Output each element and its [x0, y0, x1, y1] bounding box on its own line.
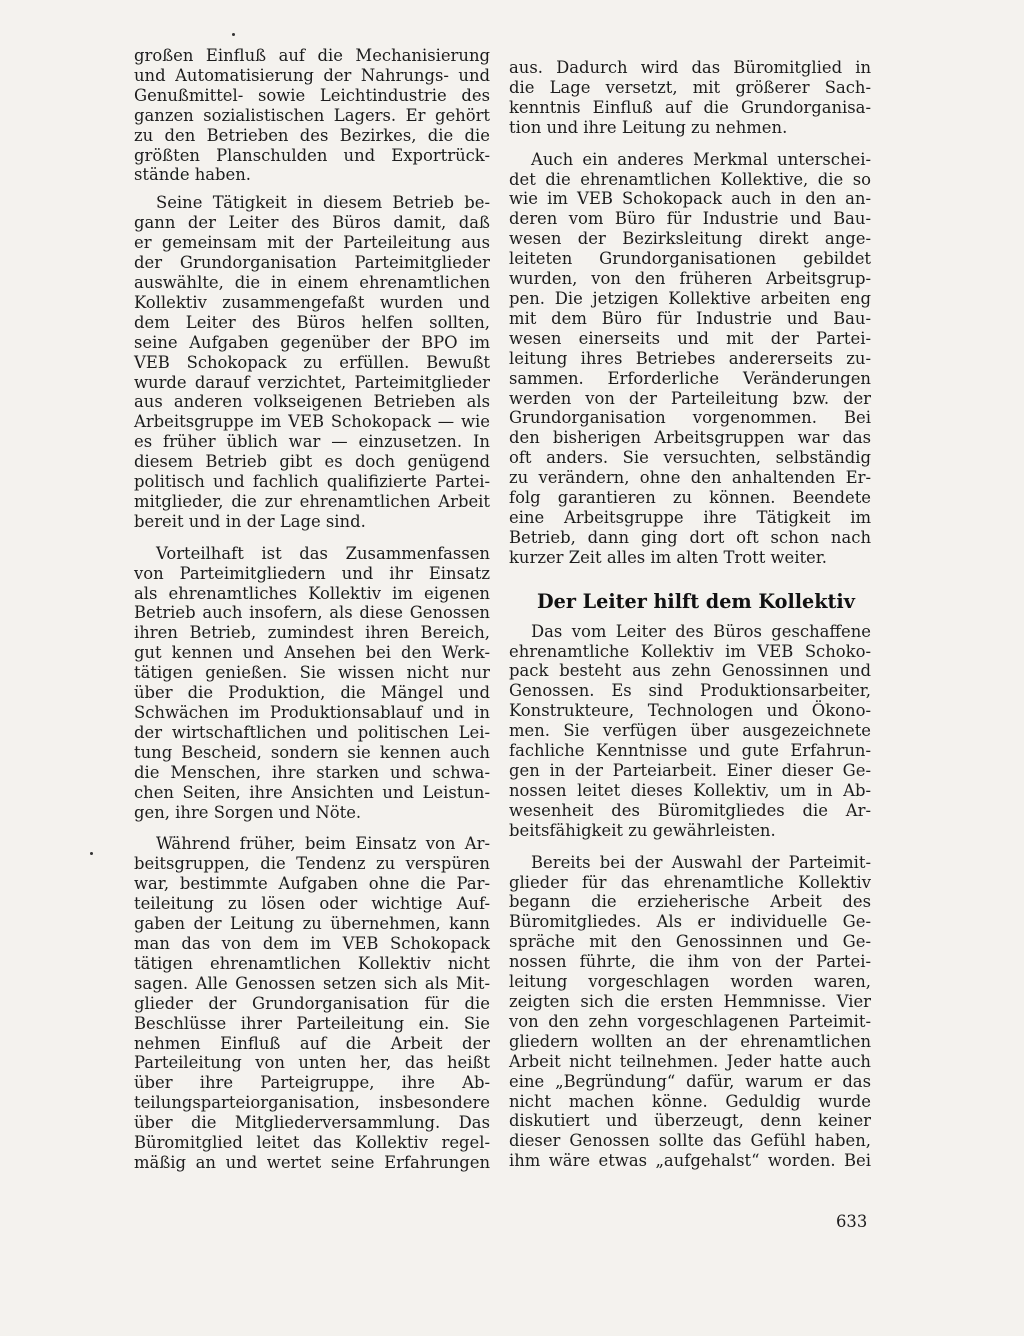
- text-line: oft anders. Sie versuchten, selbständig: [509, 448, 871, 468]
- text-line: gen, ihre Sorgen und Nöte.: [134, 802, 362, 822]
- text-line: men. Sie verfügen über ausgezeichnete: [509, 721, 871, 741]
- text-line: Büromitgliedes. Als er individuelle Ge-: [509, 912, 871, 932]
- text-line: Arbeitsgruppe im VEB Schokopack — wie: [134, 412, 490, 432]
- text-line: politisch und fachlich qualifizierte Partei-: [134, 472, 490, 492]
- text-line: wurden, von den früheren Arbeitsgrup-: [509, 269, 871, 289]
- text-line: nossen leitet dieses Kollektiv, um in Ab-: [509, 780, 871, 800]
- text-line: ganzen sozialistischen Lagers. Er gehört: [134, 105, 490, 125]
- text-line: kenntnis Einfluß auf die Grundorganisa-: [509, 97, 871, 117]
- text-line: die Lage versetzt, mit größerer Sach-: [509, 77, 871, 97]
- text-line: über die Mitgliederversammlung. Das: [134, 1113, 490, 1133]
- text-line: werden von der Parteileitung bzw. der: [509, 388, 871, 408]
- text-line: aus. Dadurch wird das Büromitglied in: [509, 58, 871, 77]
- text-line: diskutiert und überzeugt, denn keiner: [509, 1111, 871, 1131]
- scan-speck: [232, 33, 235, 36]
- text-line: man das von dem im VEB Schokopack: [134, 933, 490, 953]
- text-line: deren vom Büro für Industrie und Bau-: [509, 209, 871, 229]
- text-line: gut kennen und Ansehen bei den Werk-: [134, 643, 490, 663]
- text-line: wie im VEB Schokopack auch in den an-: [509, 189, 871, 209]
- text-line: Grundorganisation vorgenommen. Bei: [509, 408, 871, 428]
- text-line: zu verändern, ohne den anhaltenden Er-: [509, 468, 871, 488]
- text-line: tung Bescheid, sondern sie kennen auch: [134, 742, 490, 762]
- text-line: wesen der Bezirksleitung direkt ange-: [509, 229, 871, 249]
- text-line: dem Leiter des Büros helfen sollten,: [134, 312, 490, 332]
- text-line: seine Aufgaben gegenüber der BPO im: [134, 332, 490, 352]
- text-line: sagen. Alle Genossen setzen sich als Mit-: [134, 973, 490, 993]
- text-line: dieser Genossen sollte das Gefühl haben,: [509, 1131, 871, 1151]
- text-line: sammen. Erforderliche Veränderungen: [509, 368, 871, 388]
- text-line: pack besteht aus zehn Genossinnen und: [509, 661, 871, 681]
- text-line: pen. Die jetzigen Kollektive arbeiten eng: [509, 288, 871, 308]
- text-line: Genossen. Es sind Produktionsarbeiter,: [509, 681, 871, 701]
- text-line: auswählte, die in einem ehrenamtlichen: [134, 272, 490, 292]
- text-line: Auch ein anderes Merkmal unterschei-: [531, 149, 871, 169]
- text-line: nicht machen könne. Geduldig wurde: [509, 1091, 871, 1111]
- text-line: Arbeit nicht teilnehmen. Jeder hatte auch: [509, 1051, 871, 1071]
- text-line: Bereits bei der Auswahl der Parteimit-: [531, 852, 871, 872]
- text-line: glieder für das ehrenamtliche Kollektiv: [509, 872, 871, 892]
- text-line: Das vom Leiter des Büros geschaffene: [531, 621, 871, 641]
- paragraph: [134, 193, 490, 531]
- text-line: teilungsparteiorganisation, insbesondere: [134, 1093, 490, 1113]
- text-line: chen Seiten, ihre Ansichten und Leistun-: [134, 782, 490, 802]
- text-line: als ehrenamtliches Kollektiv im eigenen: [134, 583, 490, 603]
- text-line: beitsfähigkeit zu gewährleisten.: [509, 820, 776, 840]
- text-line: tätigen ehrenamtlichen Kollektiv nicht: [134, 953, 490, 973]
- text-line: der Grundorganisation Parteimitglieder: [134, 253, 490, 273]
- text-line: größten Planschulden und Exportrück-: [134, 145, 490, 165]
- text-line: Während früher, beim Einsatz von Ar-: [156, 834, 490, 854]
- text-line: nehmen Einfluß auf die Arbeit der: [134, 1033, 490, 1053]
- text-line: Schwächen im Produktionsablauf und in: [134, 703, 490, 722]
- text-line: tätigen genießen. Sie wissen nicht nur: [134, 663, 490, 683]
- text-line: der wirtschaftlichen und politischen Lei-: [134, 722, 490, 742]
- text-line: Kollektiv zusammengefaßt wurden und: [134, 292, 490, 312]
- text-line: mäßig an und wertet seine Erfahrungen: [134, 1152, 490, 1172]
- text-line: gliedern wollten an der ehrenamtlichen: [509, 1031, 871, 1051]
- text-line: stände haben.: [134, 165, 252, 185]
- paragraph: [134, 834, 490, 1172]
- text-line: mitglieder, die zur ehrenamtlichen Arbeit: [134, 491, 490, 511]
- text-line: Seine Tätigkeit in diesem Betrieb be-: [156, 193, 490, 213]
- text-line: tion und ihre Leitung zu nehmen.: [509, 117, 788, 137]
- text-line: leiteten Grundorganisationen gebildet: [509, 249, 871, 269]
- text-line: eine Arbeitsgruppe ihre Tätigkeit im: [509, 507, 871, 527]
- text-line: zeigten sich die ersten Hemmnisse. Vier: [509, 991, 871, 1011]
- text-line: leitung vorgeschlagen worden waren,: [509, 972, 871, 992]
- left-text-column: [134, 46, 490, 1173]
- text-line: ihm wäre etwas „aufgehalst“ worden. Bei: [509, 1151, 871, 1171]
- text-line: gann der Leiter des Büros damit, daß: [134, 213, 490, 233]
- text-line: teileitung zu lösen oder wichtige Auf-: [134, 894, 490, 914]
- text-line: bereit und in der Lage sind.: [134, 511, 366, 531]
- text-line: wesenheit des Büromitgliedes die Ar-: [509, 800, 871, 820]
- text-line: er gemeinsam mit der Parteileitung aus: [134, 233, 490, 253]
- text-line: über die Produktion, die Mängel und: [134, 683, 490, 703]
- text-line: leitung ihres Betriebes andererseits zu-: [509, 348, 871, 368]
- text-line: Büromitglied leitet das Kollektiv regel-: [134, 1133, 490, 1153]
- text-line: und Automatisierung der Nahrungs- und: [134, 65, 490, 85]
- text-line: die Menschen, ihre starken und schwa-: [134, 762, 490, 782]
- text-line: Konstrukteure, Technologen und Ökono-: [509, 701, 871, 721]
- text-line: eine „Begründung“ dafür, warum er das: [509, 1071, 871, 1091]
- text-line: ihren Betrieb, zumindest ihren Bereich,: [134, 623, 490, 643]
- text-line: Betrieb auch insofern, als diese Genossen: [134, 603, 490, 623]
- text-line: diesem Betrieb gibt es doch genügend: [134, 452, 490, 472]
- text-line: über ihre Parteigruppe, ihre Ab-: [134, 1073, 490, 1093]
- text-line: gen in der Parteiarbeit. Einer dieser Ge-: [509, 761, 871, 780]
- text-line: den bisherigen Arbeitsgruppen war das: [509, 428, 871, 448]
- text-line: es früher üblich war — einzusetzen. In: [134, 432, 490, 452]
- paragraph: [134, 46, 490, 185]
- page-number: 633: [836, 1212, 868, 1231]
- text-line: ehrenamtliche Kollektiv im VEB Schoko-: [509, 641, 871, 661]
- paragraph: [509, 853, 871, 1172]
- text-line: mit dem Büro für Industrie und Bau-: [509, 308, 871, 328]
- text-line: wurde darauf verzichtet, Parteimitglieder: [134, 372, 490, 392]
- text-line: kurzer Zeit alles im alten Trott weiter.: [509, 547, 827, 567]
- text-line: VEB Schokopack zu erfüllen. Bewußt: [134, 352, 490, 372]
- text-line: fachliche Kenntnisse und gute Erfahrun-: [509, 741, 871, 761]
- text-line: von Parteimitgliedern und ihr Einsatz: [134, 563, 490, 583]
- paragraph: [509, 150, 871, 568]
- paragraph: [509, 58, 871, 138]
- text-line: von den zehn vorgeschlagenen Parteimit-: [509, 1011, 871, 1031]
- text-line: begann die erzieherische Arbeit des: [509, 892, 871, 912]
- right-text-column: [509, 58, 871, 1171]
- text-line: Parteileitung von unten her, das heißt: [134, 1053, 490, 1073]
- text-line: spräche mit den Genossinnen und Ge-: [509, 932, 871, 952]
- section-heading: Der Leiter hilft dem Kollektiv: [537, 589, 855, 613]
- text-line: Genußmittel- sowie Leichtindustrie des: [134, 85, 490, 105]
- scan-speck: [90, 852, 93, 855]
- text-line: Vorteilhaft ist das Zusammenfassen: [156, 543, 490, 563]
- text-line: war, bestimmte Aufgaben ohne die Par-: [134, 874, 490, 894]
- paragraph: [134, 544, 490, 823]
- text-line: folg garantieren zu können. Beendete: [509, 488, 871, 508]
- text-line: beitsgruppen, die Tendenz zu verspüren: [134, 854, 490, 874]
- text-line: gaben der Leitung zu übernehmen, kann: [134, 914, 490, 934]
- text-line: nossen führte, die ihm von der Partei-: [509, 952, 871, 972]
- text-line: det die ehrenamtlichen Kollektive, die so: [509, 169, 871, 189]
- paragraph: [509, 622, 871, 841]
- text-line: großen Einfluß auf die Mechanisierung: [134, 46, 490, 65]
- text-line: Beschlüsse ihrer Parteileitung ein. Sie: [134, 1013, 490, 1033]
- text-line: Betrieb, dann ging dort oft schon nach: [509, 527, 871, 547]
- text-line: aus anderen volkseigenen Betrieben als: [134, 392, 490, 412]
- text-line: wesen einerseits und mit der Partei-: [509, 328, 871, 348]
- text-line: glieder der Grundorganisation für die: [134, 993, 490, 1013]
- text-line: zu den Betrieben des Bezirkes, die die: [134, 125, 490, 145]
